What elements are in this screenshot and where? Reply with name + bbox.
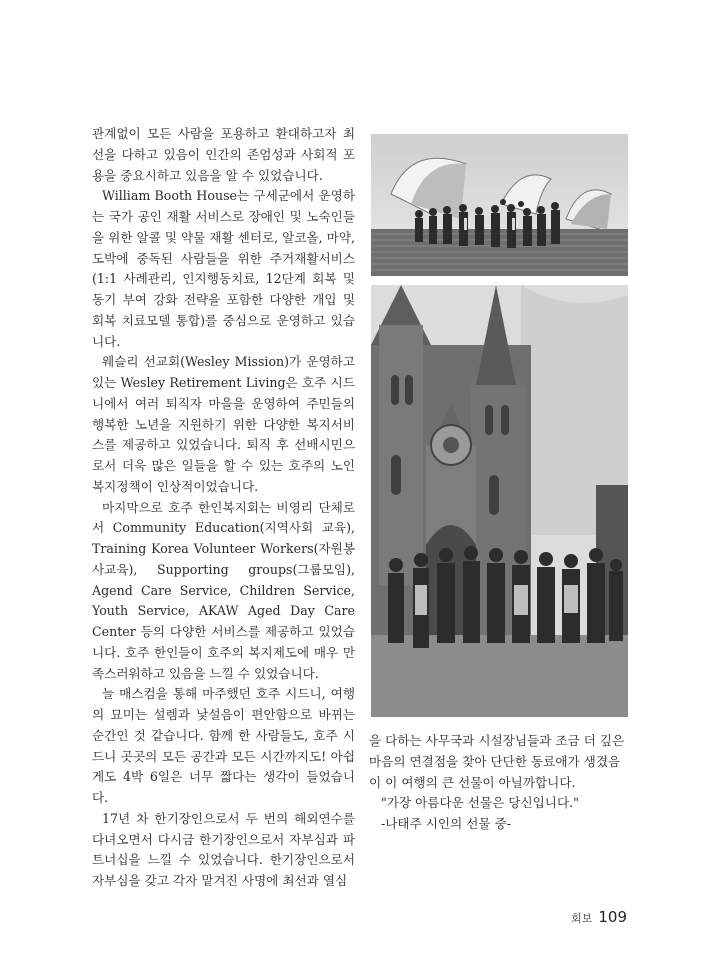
body-paragraph: 웨슬리 선교회(Wesley Mission)가 운영하고 있는 Wesley Retirement Living은 호주 시드니에서 여러 퇴직자 마을을 운영하여 주민들의 행복한 노년을 지원하기 위한 다양한 복지서비스를 제공하고 있었습니다. 퇴직 후 선배시민으로서 더욱 많은 일들을 할 수 있는 호주의 노인복지정책이 인상적이었습니다. xyxy=(92,354,355,494)
body-paragraph: William Booth House는 구세군에서 운영하는 국가 공인 재활 서비스로 장애인 및 노숙인들을 위한 알콜 및 약물 재활 센터로, 알코올, 마약, 도박에 중독된 사람들을 위한 주거재활서비스(1:1 사례관리, 인지행동치료, 12단계 회복 및 동기 부여 강화 전략을 포함한 다양한 개입 및 회복 치료모델 통합)를 중심으로 운영하고 있습니다. xyxy=(92,188,356,349)
body-paragraph: 마지막으로 호주 한인복지회는 비영리 단체로서 Community Education(지역사회 교육), Training Korea Volunteer Workers(자원봉사교육), Supporting groups(그룹모임), Agend Care Service, Children Service, Youth Service, AKAW Aged Day Care Center 등의 다양한 서비스를 제공하고 있었습니다. 호주 한인들이 호주의 복지제도에 매우 만족스러워하고 있음을 느낄 수 있었습니다. xyxy=(92,499,355,681)
closing-quote: "가장 아름다운 선물은 당신입니다." xyxy=(381,795,579,811)
quote-attribution: -나태주 시인의 선물 중- xyxy=(381,816,512,831)
page-footer xyxy=(571,908,627,926)
body-paragraph: 17년 차 한기장인으로서 두 번의 해외연수를 다녀오면서 다시금 한기장인으로서 자부심과 파트너십을 느낄 수 있었습니다. 한기장인으로서 자부심을 갖고 각자 맡겨진 사명에 최선과 열심 xyxy=(92,810,355,888)
continuation-paragraph: 을 다하는 사무국과 시설장님들과 조금 더 깊은 마음의 연결점을 찾아 단단한 동료애가 생겼음이 이 여행의 큰 선물이 아닐까합니다. xyxy=(369,733,625,790)
cathedral-group-photo xyxy=(371,285,628,717)
article-left-column xyxy=(92,124,355,892)
footer-section-label: 회보 xyxy=(571,912,593,925)
body-paragraph: 늘 매스컴을 통해 마주했던 호주 시드니, 여행의 묘미는 설렘과 낯설음이 편안함으로 바뀌는 순간인 것 같습니다. 함께 한 사람들도, 호주 시드니 곳곳의 모든 공간과 모든 시간까지도! 아쉽게도 4박 6일은 너무 짧다는 생각이 들었습니다. xyxy=(92,686,355,805)
body-paragraph: 관계없이 모든 사람을 포용하고 환대하고자 최선을 다하고 있음이 인간의 존엄성과 사회적 포용을 중요시하고 있음을 알 수 있었습니다. xyxy=(92,126,355,183)
page-number: 109 xyxy=(598,908,627,926)
opera-house-group-photo xyxy=(371,134,628,276)
article-right-column xyxy=(369,731,631,835)
